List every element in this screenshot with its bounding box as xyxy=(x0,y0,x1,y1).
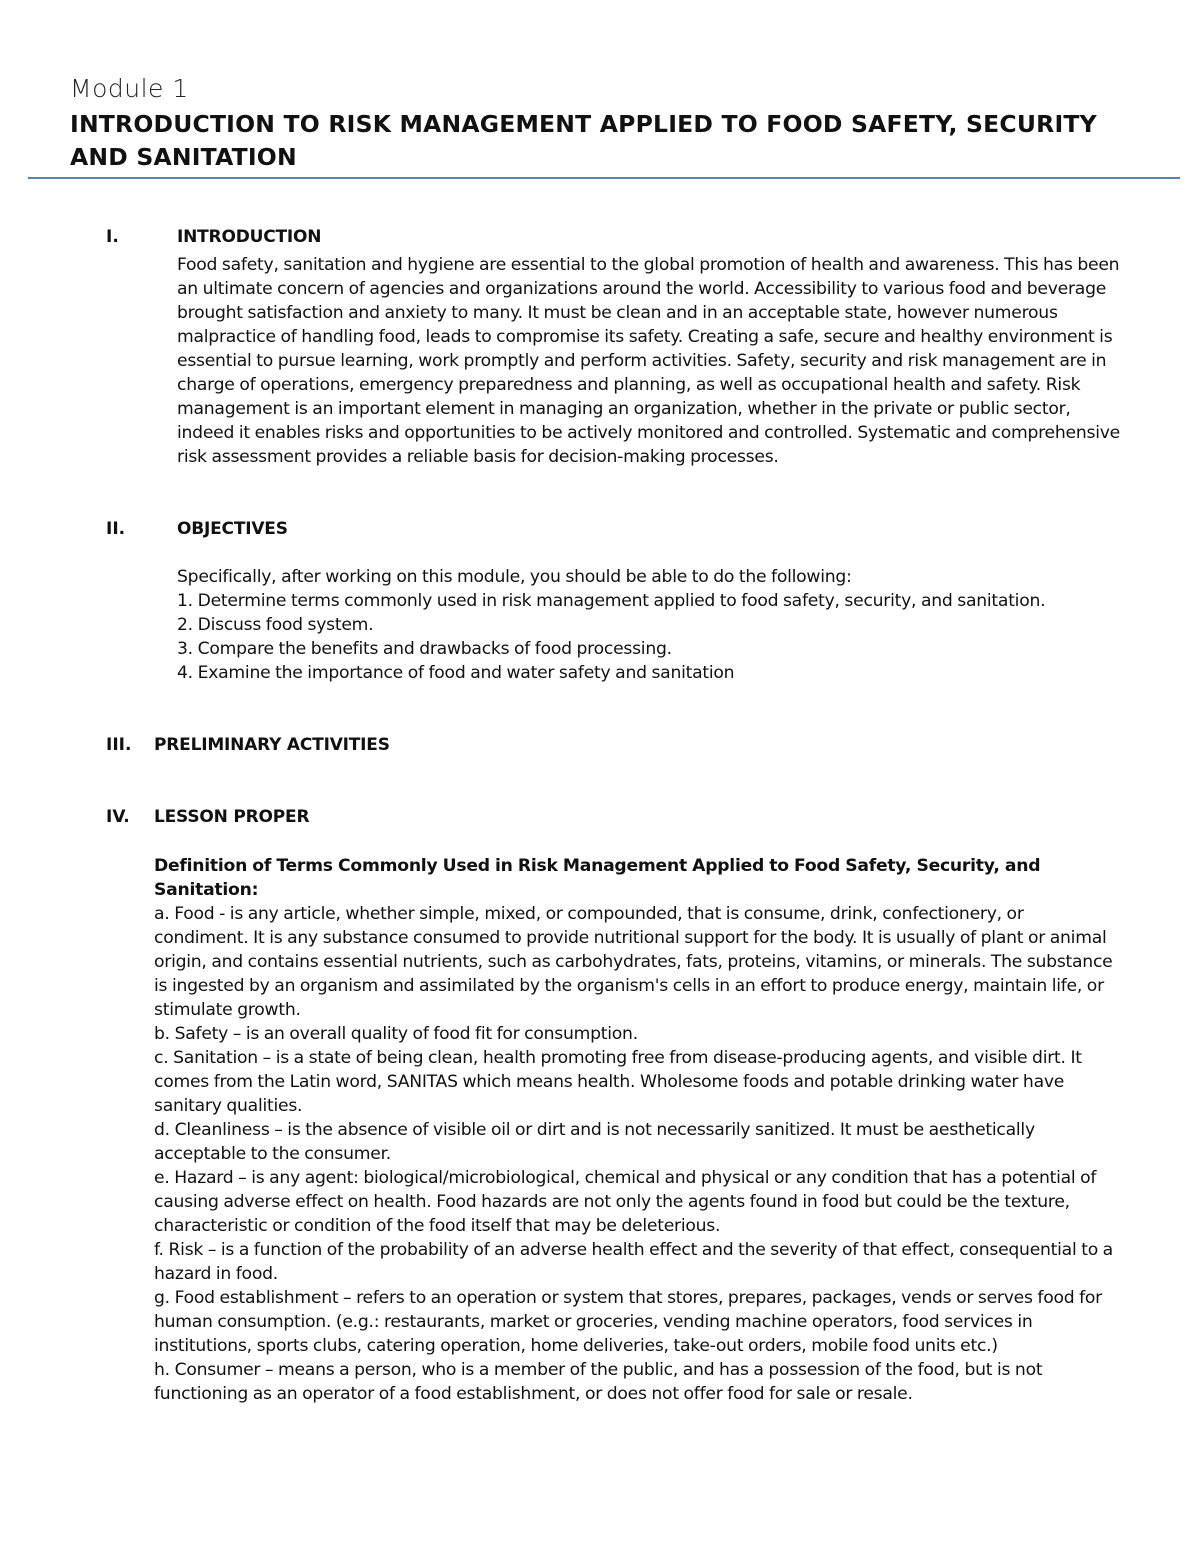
list-item: 3. Compare the benefits and drawbacks of food processing. xyxy=(177,639,672,659)
term-definition: e. Hazard – is any agent: biological/microbiological, chemical and physical or any condition that has a potential of causing adverse effect on health. Food hazards are not only the agents found in food but could be the texture, characteristic or condition of the food itself that may be deleterious. xyxy=(154,1168,1097,1236)
module-label: Module 1 xyxy=(70,74,189,103)
definitions-subheading: Definition of Terms Commonly Used in Risk Management Applied to Food Safety, Security, and Sanitation: xyxy=(154,856,1041,900)
term-definition: b. Safety – is an overall quality of food fit for consumption. xyxy=(154,1024,638,1044)
objectives-intro: Specifically, after working on this module, you should be able to do the following: xyxy=(177,567,852,587)
term-definition: a. Food - is any article, whether simple, mixed, or compounded, that is consume, drink, confectionery, or condiment. It is any substance consumed to provide nutritional support for the body. It is usually of plant or animal origin, and contains essential nutrients, such as carbohydrates, fats, proteins, vitamins, or minerals. The substance is ingested by an organism and assimilated by the organism's cells in an effort to produce energy, maintain life, or stimulate growth. xyxy=(154,904,1113,1020)
term-definition: h. Consumer – means a person, who is a member of the public, and has a possession of the food, but is not functioning as an operator of a food establishment, or does not offer food for sale or resale. xyxy=(154,1360,1043,1404)
section-number: IV. xyxy=(106,807,130,827)
section-heading: LESSON PROPER xyxy=(154,807,310,827)
module-title: INTRODUCTION TO RISK MANAGEMENT APPLIED TO FOOD SAFETY, SECURITY AND SANITATION xyxy=(70,110,1097,171)
section-number: III. xyxy=(106,735,132,755)
term-definition: d. Cleanliness – is the absence of visible oil or dirt and is not necessarily sanitized. It must be aesthetically acceptable to the consumer. xyxy=(154,1120,1035,1164)
lesson-content xyxy=(154,854,1122,1406)
term-definition: c. Sanitation – is a state of being clean, health promoting free from disease-producing agents, and visible dirt. It comes from the Latin word, SANITAS which means health. Wholesome foods and potable drinking water have sanitary qualities. xyxy=(154,1048,1082,1116)
list-item: 1. Determine terms commonly used in risk management applied to food safety, security, and sanitation. xyxy=(177,591,1046,611)
section-number: II. xyxy=(106,519,126,539)
list-item: 4. Examine the importance of food and water safety and sanitation xyxy=(177,663,735,683)
list-item: 2. Discuss food system. xyxy=(177,615,374,635)
objectives-list xyxy=(177,565,1097,685)
section-heading: INTRODUCTION xyxy=(177,227,322,247)
term-definition: g. Food establishment – refers to an operation or system that stores, prepares, packages, vends or serves food for human consumption. (e.g.: restaurants, market or groceries, vending machine operators, food services in institutions, sports clubs, catering operation, home deliveries, take-out orders, mobile food units etc.) xyxy=(154,1288,1102,1356)
term-definition: f. Risk – is a function of the probability of an adverse health effect and the severity of that effect, consequential to a hazard in food. xyxy=(154,1240,1113,1284)
introduction-paragraph: Food safety, sanitation and hygiene are essential to the global promotion of health and awareness. This has been an ultimate concern of agencies and organizations around the world. Accessibility to various food and beverage brought satisfaction and anxiety to many. It must be clean and in an acceptable state, however numerous malpractice of handling food, leads to compromise its safety. Creating a safe, secure and healthy environment is essential to pursue learning, work promptly and perform activities. Safety, security and risk management are in charge of operations, emergency preparedness and planning, as well as occupational health and safety. Risk management is an important element in managing an organization, whether in the private or public sector, indeed it enables risks and opportunities to be actively monitored and controlled. Systematic and comprehensive risk assessment provides a reliable basis for decision-making processes. xyxy=(177,255,1120,467)
title-divider xyxy=(28,177,1180,179)
section-heading: OBJECTIVES xyxy=(177,519,288,539)
section-heading: PRELIMINARY ACTIVITIES xyxy=(154,735,390,755)
section-number: I. xyxy=(106,227,119,247)
